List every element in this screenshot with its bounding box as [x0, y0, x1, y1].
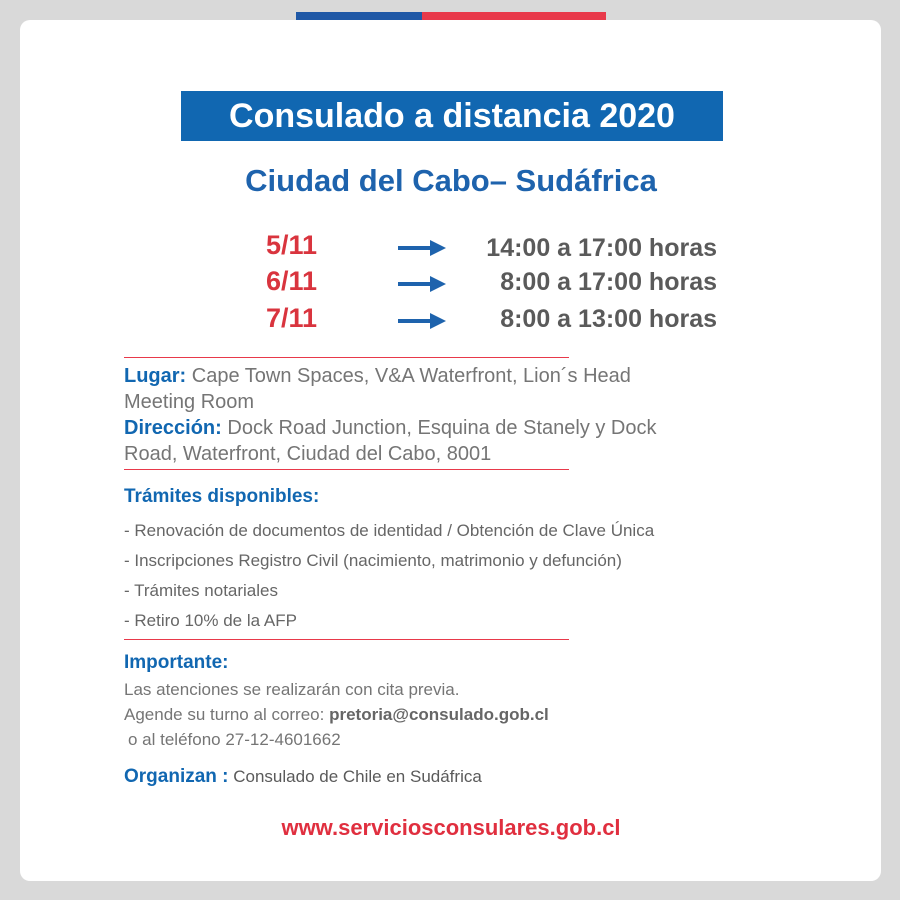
importante-email-prefix: Agende su turno al correo: — [124, 705, 325, 724]
website-link[interactable]: www.serviciosconsulares.gob.cl — [281, 815, 621, 840]
page-subtitle: Ciudad del Cabo– Sudáfrica — [245, 163, 657, 198]
schedule-row — [20, 230, 881, 266]
arrow-right-icon — [398, 274, 446, 294]
tramite-item: - Inscripciones Registro Civil (nacimiento, matrimonio y defunción) — [124, 551, 622, 570]
lugar-text — [124, 363, 704, 415]
email-link[interactable]: pretoria@consulado.gob.cl — [329, 705, 549, 724]
divider — [124, 357, 569, 358]
importante-line — [124, 705, 549, 725]
organizan-label: Organizan : — [124, 766, 229, 787]
importante-title: Importante: — [124, 652, 229, 673]
direccion-text — [124, 415, 704, 467]
importante-line: Las atenciones se realizarán con cita previa. — [124, 680, 460, 699]
tramite-item: - Trámites notariales — [124, 581, 278, 600]
tramites-title: Trámites disponibles: — [124, 486, 320, 507]
schedule-hours: 14:00 a 17:00 horas — [486, 234, 717, 262]
schedule-row — [20, 266, 881, 302]
organizan-line — [124, 766, 482, 788]
schedule-row — [20, 303, 881, 339]
schedule-date: 6/11 — [266, 266, 318, 296]
lugar-value: Cape Town Spaces, V&A Waterfront, Lion´s Head Meeting Room — [124, 365, 631, 413]
info-card — [20, 20, 881, 881]
schedule-date: 5/11 — [266, 230, 318, 260]
direccion-label: Dirección: — [124, 417, 222, 439]
tramite-item: - Renovación de documentos de identidad / Obtención de Clave Única — [124, 521, 655, 540]
page-title: Consulado a distancia 2020 — [181, 91, 723, 141]
lugar-label: Lugar: — [124, 365, 187, 387]
schedule-date: 7/11 — [266, 303, 318, 333]
arrow-right-icon — [398, 238, 446, 258]
schedule-hours: 8:00 a 17:00 horas — [500, 268, 717, 296]
arrow-right-icon — [398, 311, 446, 331]
divider — [124, 639, 569, 640]
divider — [124, 469, 569, 470]
tramite-item: - Retiro 10% de la AFP — [124, 611, 297, 630]
direccion-value: Dock Road Junction, Esquina de Stanely y Dock Road, Waterfront, Ciudad del Cabo, 8001 — [124, 417, 657, 465]
importante-line: o al teléfono 27-12-4601662 — [128, 730, 341, 749]
schedule-hours: 8:00 a 13:00 horas — [500, 305, 717, 333]
organizan-value: Consulado de Chile en Sudáfrica — [233, 767, 482, 786]
